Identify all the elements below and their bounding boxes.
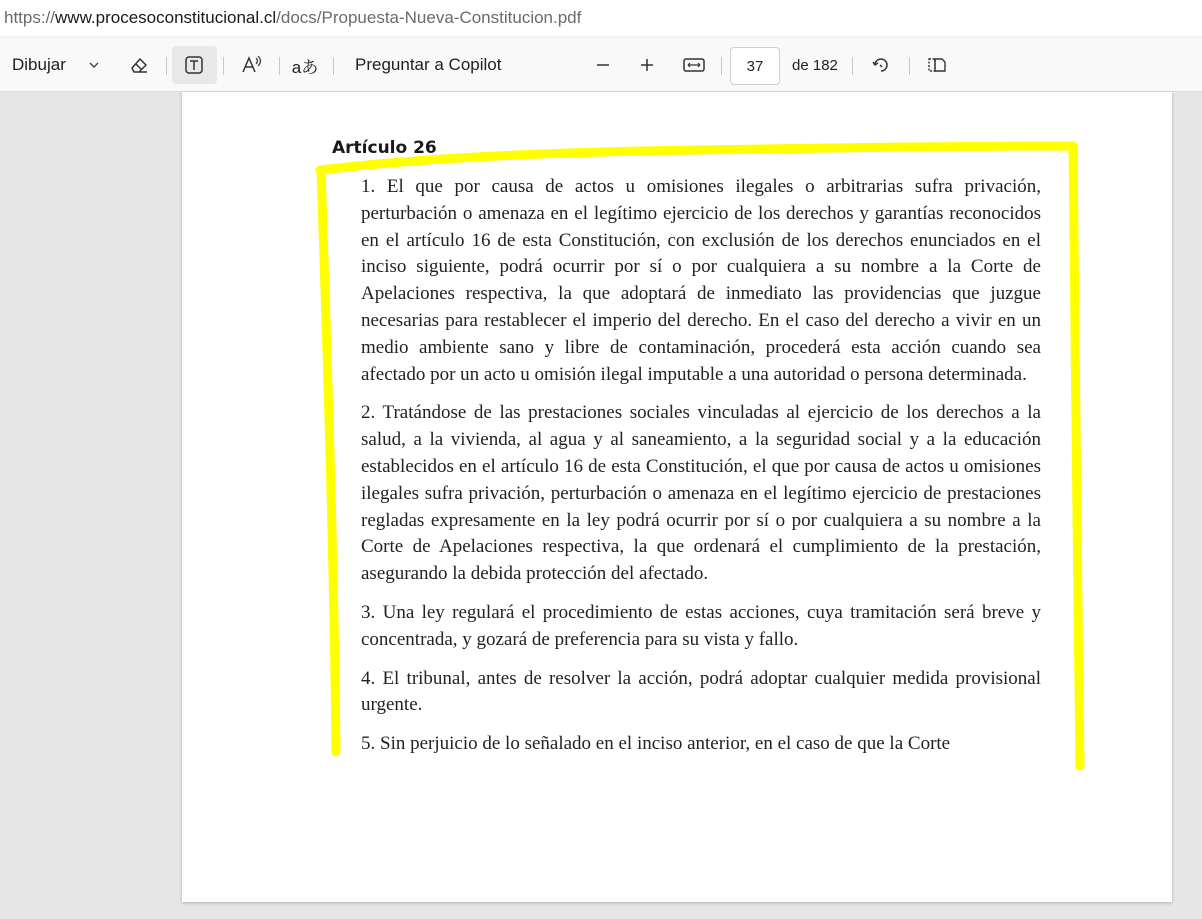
toolbar-separator bbox=[333, 57, 334, 75]
eraser-icon[interactable] bbox=[124, 39, 154, 91]
draw-button[interactable]: Dibujar bbox=[12, 55, 66, 74]
minus-icon[interactable] bbox=[592, 39, 614, 91]
paragraph-1: 1. El que por causa de actos u omisiones ilegales o arbitrarias sufra privación, perturbación o amenaza en el legítimo ejercicio de los derechos y garantías reconocidos en el artículo 16 de esta Constitución, con exclusión de los derechos enunciados en el inciso siguiente, podrá ocurrir por sí o por cualquiera a su nombre a la Corte de Apelaciones respectiva, la que adoptará de inmediato las providencias que juzgue necesarias para restablecer el imperio del derecho. En el caso del derecho a vivir en un medio ambiente sano y libre de contaminación, procederá esta acción cuando sea afectado por un acto u omisión ilegal imputable a una autoridad o persona determinada. bbox=[361, 176, 1041, 385]
page-count: de 182 bbox=[792, 56, 838, 74]
translate-icon[interactable]: aあ bbox=[291, 57, 319, 77]
pdf-toolbar bbox=[0, 39, 1202, 92]
paragraph-5: 5. Sin perjuicio de lo señalado en el inciso anterior, en el caso de que la Corte bbox=[361, 733, 951, 755]
toolbar-separator bbox=[909, 57, 910, 75]
paragraph-2: 2. Tratándose de las prestaciones sociales vinculadas al ejercicio de los derechos a la salud, a la vivienda, al agua y al saneamiento, a la seguridad social y a la educación establecidos en el artículo 16 de esta Constitución, el que por causa de actos u omisiones ilegales sufra privación, perturbación o amenaza en el legítimo ejercicio de prestaciones regladas expresamente en la ley podrá ocurrir por sí o por cualquiera a su nombre a la Corte de Apelaciones respectiva, la que ordenará el cumplimiento de la prestación, asegurando la debida protección del afectado. bbox=[361, 402, 1041, 585]
fit-width-icon[interactable] bbox=[681, 39, 707, 91]
article-title: Artículo 26 bbox=[332, 138, 437, 158]
chevron-down-icon[interactable] bbox=[84, 39, 104, 91]
paragraph-3: 3. Una ley regulará el procedimiento de estas acciones, cuya tramitación será breve y concentrada, y gozará de preferencia para su vista y fallo. bbox=[361, 601, 1041, 650]
pdf-page[interactable] bbox=[182, 92, 1172, 902]
page-view-icon[interactable] bbox=[924, 39, 950, 91]
toolbar-separator bbox=[852, 57, 853, 75]
url-text[interactable] bbox=[4, 8, 581, 28]
ask-copilot-button[interactable]: Preguntar a Copilot bbox=[355, 55, 502, 74]
address-bar[interactable] bbox=[0, 0, 1202, 37]
page-number-input[interactable]: 37 bbox=[730, 47, 780, 85]
toolbar-separator bbox=[166, 57, 167, 75]
url-path: /docs/Propuesta-Nueva-Constitucion.pdf bbox=[276, 8, 582, 27]
article-body bbox=[361, 174, 1041, 770]
plus-icon[interactable] bbox=[636, 39, 658, 91]
text-box-icon[interactable] bbox=[179, 39, 209, 91]
toolbar-separator bbox=[223, 57, 224, 75]
toolbar-separator bbox=[279, 57, 280, 75]
rotate-icon[interactable] bbox=[868, 39, 894, 91]
url-scheme: https:// bbox=[4, 8, 56, 27]
paragraph-4: 4. El tribunal, antes de resolver la acción, podrá adoptar cualquier medida provisional urgente. bbox=[361, 667, 1041, 716]
url-host: www.procesoconstitucional.cl bbox=[55, 8, 277, 27]
read-aloud-icon[interactable] bbox=[237, 39, 267, 91]
toolbar-separator bbox=[721, 57, 722, 75]
